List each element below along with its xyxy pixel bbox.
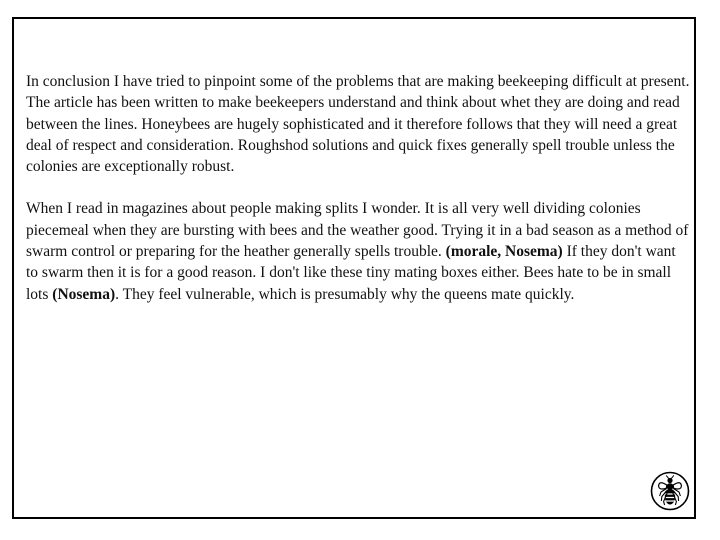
paragraph-splits-part3: . They feel vulnerable, which is presumably why the queens mate quickly. (115, 285, 575, 303)
paragraph-splits-part2: If they don't want to swarm then it is for a good reason. I don't like these tiny mating boxes either. Bees hate to be in small lots (26, 243, 676, 303)
paragraph-splits-part1: When I read in magazines about people making splits I wonder. It is all very well dividing colonies piecemeal when they are bursting with bees and the weather good. Trying it in a bad season as a method of swarm control or preparing for the heather generally spells trouble. (26, 200, 689, 261)
bold-note-morale-nosema: (morale, Nosema) (445, 243, 563, 261)
slide-frame (12, 17, 696, 519)
bee-emblem-icon (650, 471, 690, 511)
bold-note-nosema: (Nosema) (52, 285, 116, 303)
paragraph-conclusion: In conclusion I have tried to pinpoint some of the problems that are making beekeeping difficult at present. The article has been written to make beekeepers understand and think about whet they are doing and read between the lines. Honeybees are hugely sophisticated and it therefore follows that they will need a great deal of respect and consideration. Roughshod solutions and quick fixes generally spell trouble unless the colonies are exceptionally robust. (26, 73, 690, 176)
paragraph-splits (26, 198, 690, 304)
slide-content (26, 71, 690, 326)
